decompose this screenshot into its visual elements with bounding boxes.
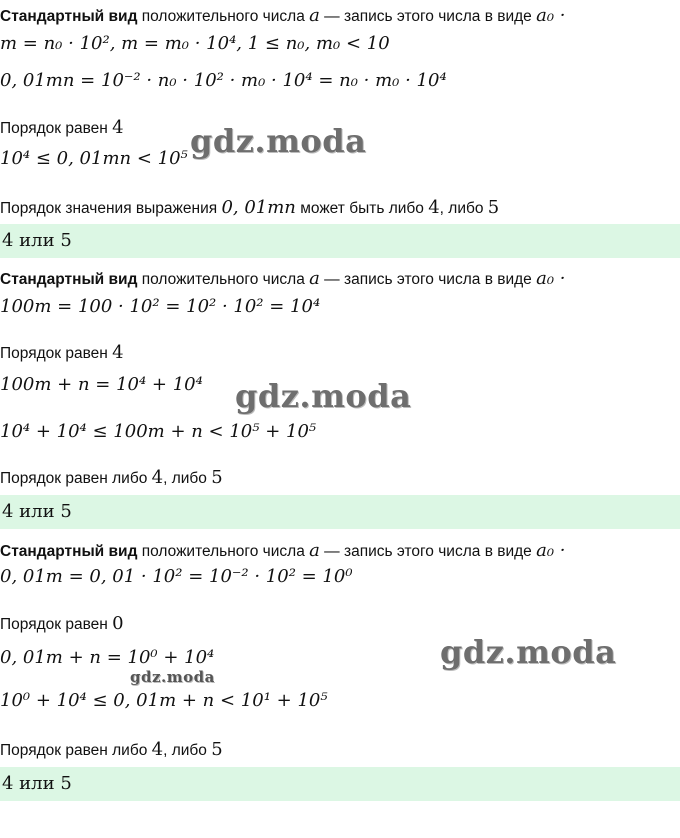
order-line	[0, 117, 124, 138]
answer-box	[0, 224, 680, 258]
conclusion-value-1: 4	[428, 197, 440, 218]
definition-line	[0, 268, 566, 289]
definition-text-tail: — запись этого числа в виде	[319, 543, 537, 560]
definition-text-tail: — запись этого числа в виде	[319, 271, 537, 288]
order-value: 4	[112, 117, 124, 138]
order-label: Порядок равен	[0, 120, 113, 137]
definition-variable: a	[309, 540, 320, 561]
equation-line: 100m + n = 10⁴ + 10⁴	[0, 374, 203, 395]
definition-form: a₀ ·	[536, 540, 566, 561]
definition-term: Стандартный вид	[0, 8, 138, 25]
watermark: gdz.moda	[235, 377, 412, 415]
order-line	[0, 342, 124, 363]
answer-box	[0, 767, 680, 801]
conclusion-line	[0, 197, 499, 218]
conclusion-value-1: 4	[151, 739, 164, 760]
equation-line: 100m = 100 · 10² = 10² · 10² = 10⁴	[0, 296, 321, 317]
definition-term: Стандартный вид	[0, 271, 138, 288]
answer-text: 4 или 5	[2, 501, 72, 522]
conclusion-separator: , либо	[439, 200, 488, 217]
definition-text-tail: — запись этого числа в виде	[319, 8, 537, 25]
order-value: 4	[112, 342, 124, 363]
definition-text: положительного числа	[137, 8, 310, 25]
definition-form: a₀ ·	[536, 5, 566, 26]
order-value: 0	[112, 613, 124, 634]
conclusion-text-tail: может быть либо	[295, 200, 429, 217]
definition-term: Стандартный вид	[0, 543, 138, 560]
order-line	[0, 613, 124, 634]
conclusion-text: Порядок значения выражения	[0, 200, 222, 217]
conclusion-separator: , либо	[163, 470, 212, 487]
definition-text: положительного числа	[137, 543, 310, 560]
conclusion-expression: 0, 01mn	[221, 197, 296, 218]
equation-line: 0, 01mn = 10⁻² · n₀ · 10² · m₀ · 10⁴ = n₀ · m₀ · 10⁴	[0, 70, 447, 91]
equation-line: m = n₀ · 10², m = m₀ · 10⁴, 1 ≤ n₀, m₀ < 10	[0, 33, 390, 54]
conclusion-separator: , либо	[163, 742, 212, 759]
inequality-line: 10⁰ + 10⁴ ≤ 0, 01m + n < 10¹ + 10⁵	[0, 690, 328, 711]
equation-line: 0, 01m = 0, 01 · 10² = 10⁻² · 10² = 10⁰	[0, 566, 353, 587]
conclusion-value-1: 4	[151, 467, 164, 488]
definition-line	[0, 540, 566, 561]
inequality-line: 10⁴ ≤ 0, 01mn < 10⁵	[0, 148, 188, 169]
definition-variable: a	[309, 268, 320, 289]
answer-text: 4 или 5	[2, 773, 72, 794]
definition-form: a₀ ·	[536, 268, 566, 289]
order-label: Порядок равен	[0, 345, 113, 362]
equation-line: 0, 01m + n = 10⁰ + 10⁴	[0, 647, 215, 668]
conclusion-line	[0, 739, 223, 760]
definition-text: положительного числа	[137, 271, 310, 288]
answer-box	[0, 495, 680, 529]
order-label: Порядок равен	[0, 616, 113, 633]
conclusion-text: Порядок равен либо	[0, 742, 152, 759]
conclusion-value-2: 5	[487, 197, 500, 218]
conclusion-value-2: 5	[211, 739, 223, 760]
answer-text: 4 или 5	[2, 230, 72, 251]
inequality-line: 10⁴ + 10⁴ ≤ 100m + n < 10⁵ + 10⁵	[0, 421, 317, 442]
definition-line	[0, 5, 566, 26]
definition-variable: a	[309, 5, 320, 26]
conclusion-text: Порядок равен либо	[0, 470, 152, 487]
watermark: gdz.moda	[130, 668, 215, 686]
conclusion-value-2: 5	[211, 467, 223, 488]
watermark: gdz.moda	[190, 122, 367, 160]
watermark: gdz.moda	[440, 633, 617, 671]
conclusion-line	[0, 467, 223, 488]
